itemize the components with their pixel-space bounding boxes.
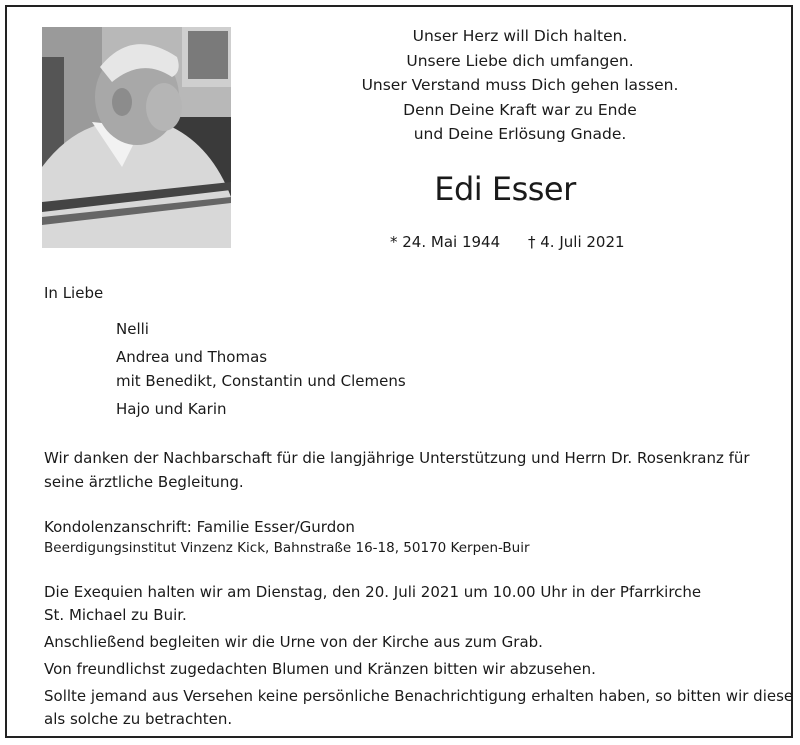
service-line: Die Exequien halten wir am Dienstag, den 20. Juli 2021 um 10.00 Uhr in der Pfarrkirche — [44, 583, 702, 601]
thanks-line: Wir danken der Nachbarschaft für die langjährige Unterstützung und Herrn Dr. Rosenkranz für — [44, 449, 750, 467]
mourner-name: Nelli — [116, 320, 149, 338]
thanks-line: seine ärztliche Begleitung. — [44, 473, 244, 491]
condolence-address: Kondolenzanschrift: Familie Esser/Gurdon — [44, 518, 355, 536]
service-line: als solche zu betrachten. — [44, 710, 233, 728]
death-date: † 4. Juli 2021 — [528, 233, 625, 251]
poem-line: und Deine Erlösung Gnade. — [413, 125, 627, 143]
funeral-home-address: Beerdigungsinstitut Vinzenz Kick, Bahnstraße 16-18, 50170 Kerpen-Buir — [44, 540, 530, 556]
birth-date: * 24. Mai 1944 — [390, 233, 501, 251]
poem-line: Unser Verstand muss Dich gehen lassen. — [361, 76, 679, 94]
mourner-name: Andrea und Thomas — [116, 348, 268, 366]
service-line: Anschließend begleiten wir die Urne von der Kirche aus zum Grab. — [44, 633, 543, 651]
service-line: St. Michael zu Buir. — [44, 606, 187, 624]
mourner-name: mit Benedikt, Constantin und Clemens — [116, 372, 406, 390]
service-line: Von freundlichst zugedachten Blumen und Kränzen bitten wir abzusehen. — [44, 660, 596, 678]
service-line: Sollte jemand aus Versehen keine persönliche Benachrichtigung erhalten haben, so bitten wir diese — [44, 687, 794, 705]
memorial-poem — [310, 24, 730, 147]
deceased-name: Edi Esser — [434, 170, 576, 208]
portrait-photo — [42, 27, 231, 248]
poem-line: Denn Deine Kraft war zu Ende — [403, 100, 637, 119]
mourners-intro: In Liebe — [44, 284, 104, 302]
mourner-name: Hajo und Karin — [116, 400, 227, 418]
poem-line: Unser Herz will Dich halten. — [412, 27, 628, 45]
poem-line: Unsere Liebe dich umfangen. — [406, 51, 634, 70]
